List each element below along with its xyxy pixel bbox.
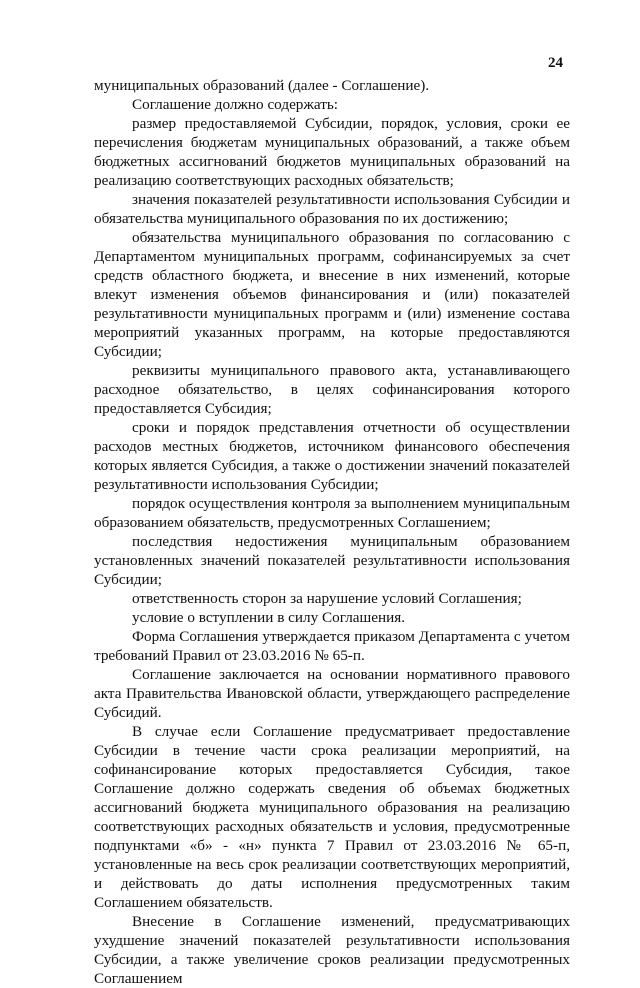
paragraph: значения показателей результативности использования Субсидии и обязательства муниципального образования по их достижению; — [94, 191, 570, 227]
paragraph: Соглашение должно содержать: — [132, 96, 339, 113]
paragraph: Внесение в Соглашение изменений, предусматривающих ухудшение значений показателей результативности использования Субсидии, а также увеличение сроков реализации предусмотренных Соглашением — [94, 913, 570, 987]
paragraph: размер предоставляемой Субсидии, порядок, условия, сроки ее перечисления бюджетам муниципальных образований, а также объем бюджетных ассигнований бюджетов муниципальных образований на реализацию соответствующих расходных обязательств; — [94, 115, 570, 189]
document-body — [94, 76, 570, 988]
paragraph: Соглашение заключается на основании нормативного правового акта Правительства Ивановской области, утверждающего распределение Субсидий. — [94, 666, 570, 721]
paragraph: реквизиты муниципального правового акта, устанавливающего расходное обязательство, в целях софинансирования которого предоставляется Субсидия; — [94, 362, 570, 417]
paragraph: условие о вступлении в силу Соглашения. — [132, 609, 405, 626]
paragraph: ответственность сторон за нарушение условий Соглашения; — [132, 590, 522, 607]
paragraph: Форма Соглашения утверждается приказом Департамента с учетом требований Правил от 23.03.2016 № 65-п. — [94, 628, 570, 664]
page-number: 24 — [548, 55, 563, 71]
paragraph: сроки и порядок представления отчетности об осуществлении расходов местных бюджетов, источником финансового обеспечения которых является Субсидия, а также о достижении значений показателей результативности использования Субсидии; — [94, 419, 570, 493]
paragraph: муниципальных образований (далее - Соглашение). — [94, 77, 430, 94]
paragraph: обязательства муниципального образования по согласованию с Департаментом муниципальных программ, софинансируемых за счет средств областного бюджета, и внесение в них изменений, которые влекут изменения объемов финансирования и (или) показателей результативности муниципальных программ и (или) изменение состава мероприятий указанных программ, на которые предоставляются Субсидии; — [94, 229, 570, 360]
paragraph: порядок осуществления контроля за выполнением муниципальным образованием обязательств, предусмотренных Соглашением; — [94, 495, 570, 531]
paragraph: последствия недостижения муниципальным образованием установленных значений показателей результативности использования Субсидии; — [94, 533, 570, 588]
paragraph: В случае если Соглашение предусматривает предоставление Субсидии в течение части срока реализации мероприятий, на софинансирование которых предоставляется Субсидия, такое Соглашение должно содержать сведения об объемах бюджетных ассигнований бюджета муниципального образования на реализацию соответствующих расходных обязательств и условия, предусмотренные подпунктами «б» - «н» пункта 7 Правил от 23.03.2016 № 65-п, установленные на весь срок реализации соответствующих мероприятий, и действовать до даты исполнения предусмотренных таким Соглашением обязательств. — [94, 723, 570, 911]
